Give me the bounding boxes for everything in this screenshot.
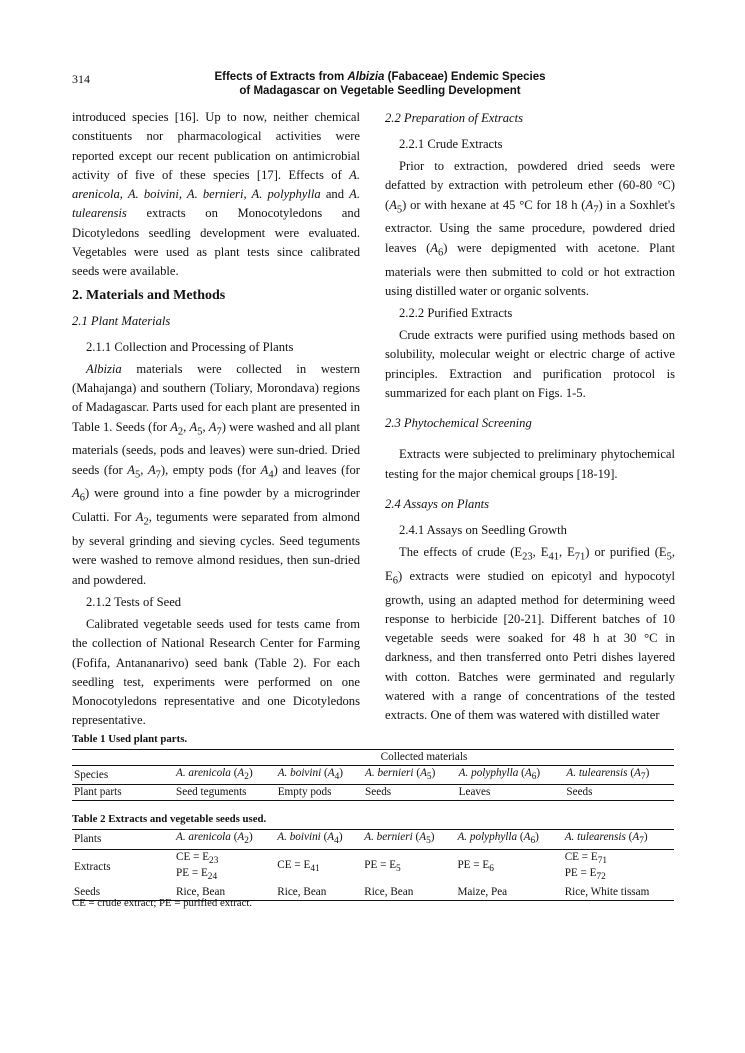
table1-group-header: Collected materials — [174, 750, 674, 766]
table2-label-seeds: Seeds — [72, 885, 174, 900]
table1-part-cell: Leaves — [457, 785, 565, 801]
table2-extract-cell: PE = $E_5$ — [364, 859, 401, 875]
subsubsection-purified-extracts: 2.2.2 Purified Extracts — [399, 306, 513, 321]
subsection-phytochemical: 2.3 Phytochemical Screening — [385, 416, 532, 431]
right-column — [385, 108, 675, 726]
table1-row-parts — [72, 785, 674, 801]
collection-paragraph: Albizia materials were collected in western (Mahajanga) and southern (Toliary, Morondava) regions of Madagascar. Parts used for each plant are presented in Table 1. Seeds (for $A_2$, $A_5$, $A_7$) were washed and all plant materials (seeds, pods and leaves) were sun-dried. Dried seeds (for $A_5$, $A_7$), empty pods (for $A_4$) and leaves (for $A_6$) were ground into a fine powder by a microgrinder Culatti. For $A_2$, teguments were separated from almond by several grinding and sieving cycles. Seed teguments were washed to remove almond residues, then sun-dried and powdered. — [72, 361, 360, 587]
table2-label-extracts: Extracts — [74, 861, 111, 874]
table2-seed-cell: Rice, Bean — [275, 885, 362, 900]
table1-part-cell: Empty pods — [276, 785, 363, 801]
table2-header-cell: A. bernieri $(A_5)$ — [362, 830, 455, 850]
phytochemical-paragraph: Extracts were subjected to preliminary phytochemical testing for the major chemical groups [18-19]. — [385, 447, 675, 481]
table1-corner — [72, 750, 174, 766]
table2-header-plants: Plants — [72, 830, 174, 850]
table1-label-parts: Plant parts — [72, 785, 174, 801]
table1-row-species — [72, 765, 674, 785]
subsubsection-tests-of-seed: 2.1.2 Tests of Seed — [86, 595, 182, 609]
subsection-assays: 2.4 Assays on Plants — [385, 496, 490, 511]
page-number: 314 — [72, 72, 90, 86]
tests-of-seed-paragraph: Calibrated vegetable seeds used for tests came from the collection of National Research Center for Farming (Fofifa, Antananarivo) seed bank (Table 2). For each seedling test, experiments were performed on one Monocotyledons representative and one Dicotyledons representative. — [72, 617, 360, 728]
running-title: Effects of Extracts from Albizia (Fabaceae) Endemic Species of Madagascar on Vegetable Seedling Development — [214, 71, 546, 97]
table2-header-row — [72, 830, 674, 850]
table2-caption: Table 2 Extracts and vegetable seeds used. — [72, 813, 267, 825]
section-heading-materials-methods: 2. Materials and Methods — [72, 287, 226, 303]
subsubsection-seedling-growth: 2.4.1 Assays on Seedling Growth — [399, 522, 567, 537]
table1-part-cell: Seeds — [363, 785, 457, 801]
table2-seed-cell: Rice, White tissam — [563, 885, 674, 900]
subsection-plant-materials: 2.1 Plant Materials — [72, 313, 171, 328]
table2-extract-cell: CE = $E_{71}$ PE = $E_{72}$ — [564, 850, 608, 883]
left-column — [72, 108, 360, 731]
table1-species-cell: A. tulearensis $(A_7)$ — [564, 765, 674, 785]
table1 — [72, 749, 674, 801]
intro-paragraph: introduced species [16]. Up to now, neither chemical constituents nor pharmacological activities were reported except our recent publication on antimicrobial activity of five of these species [17]. Effects of A. arenicola, A. boivini, A. bernieri, A. polyphylla and A. tulearensis extracts on Monocotyledons and Dicotyledons seedling development were evaluated. Vegetables were used as plant tests since calibrated seeds were available. — [72, 110, 361, 279]
table2-extract-cell: CE = $E_{41}$ — [277, 859, 320, 875]
table2-header-cell: A. tulearensis $(A_7)$ — [563, 830, 674, 850]
table1-species-cell: A. arenicola $(A_2)$ — [174, 765, 276, 785]
table1-caption: Table 1 Used plant parts. — [72, 733, 188, 745]
table1-species-cell: A. boivini $(A_4)$ — [276, 765, 363, 785]
table2-seed-cell: Maize, Pea — [455, 885, 562, 900]
table1-part-cell: Seed teguments — [174, 785, 276, 801]
subsubsection-crude-extracts: 2.2.1 Crude Extracts — [399, 137, 503, 151]
table2-header-cell: A. polyphylla $(A_6)$ — [455, 830, 562, 850]
table2-extract-cell: CE = $E_{23}$ PE = $E_{24}$ — [176, 850, 219, 883]
table2-header-cell: A. arenicola $(A_2)$ — [174, 830, 275, 850]
table2 — [72, 829, 674, 901]
table1-label-species: Species — [72, 765, 174, 785]
subsection-preparation: 2.2 Preparation of Extracts — [385, 111, 524, 125]
table2-seed-cell: Rice, Bean — [362, 885, 455, 900]
table2-header-cell: A. boivini $(A_4)$ — [275, 830, 362, 850]
subsubsection-collection: 2.1.1 Collection and Processing of Plants — [86, 339, 294, 354]
table1-species-cell: A. bernieri $(A_5)$ — [363, 765, 457, 785]
table1-species-cell: A. polyphylla $(A_6)$ — [457, 765, 565, 785]
purified-extracts-paragraph: Crude extracts were purified using methods based on solubility, molecular weight or electric charge of active principles. Extraction and purification protocol is summarized for each plant on Figs. 1-5. — [385, 328, 675, 400]
seedling-growth-paragraph: The effects of crude ($E_{23}$, $E_{41}$, $E_{71}$) or purified ($E_5$, $E_6$) extracts were studied on epicotyl and hypocotyl growth, using an adapted method for determining weed response to herbicide [20-21]. Different batches of 10 vegetable seeds were soaked for 48 h at 30 °C in darkness, and then transferred onto Petri dishes layered with cotton. Batches were germinated and regularly watered with a range of concentrations of the tested extracts. One of them was watered with distilled water — [385, 544, 676, 723]
crude-extracts-paragraph: Prior to extraction, powdered dried seeds were defatted by extraction with petroleum ether (60-80 °C) $(A_5)$ or with hexane at 45 °C for 18 h $(A_7)$ in a Soxhlet's extractor. Using the same procedure, powdered dried leaves $(A_6)$ were depigmented with acetone. Plant materials were then submitted to cold or hot extraction using distilled water or organic solvents. — [385, 159, 675, 298]
table2-row-extracts — [72, 849, 674, 885]
table1-part-cell: Seeds — [564, 785, 674, 801]
table-footnote: CE = crude extract; PE = purified extract. — [72, 897, 253, 909]
table2-seed-cell: Rice, Bean — [174, 885, 275, 900]
table2-extract-cell: PE = $E_6$ — [457, 859, 494, 875]
